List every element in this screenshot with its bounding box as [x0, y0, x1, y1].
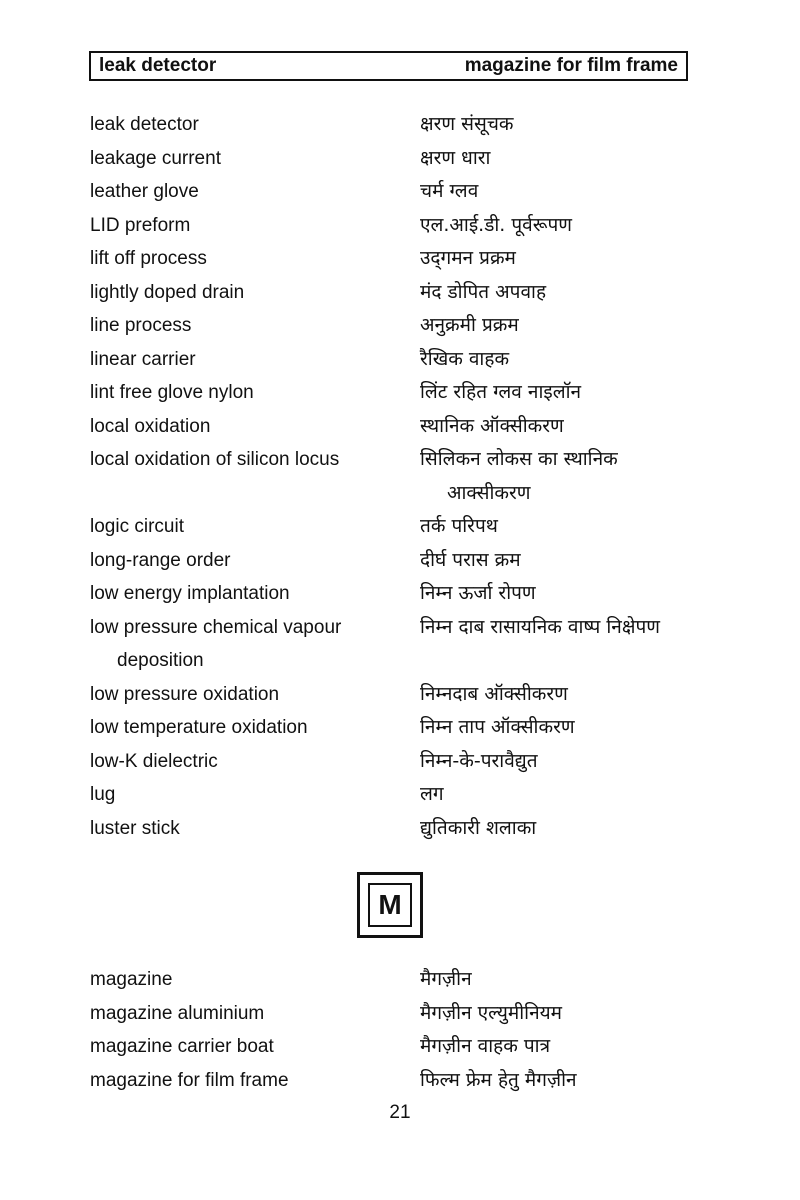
hindi-term	[420, 745, 710, 779]
glossary-entry	[90, 812, 710, 846]
hindi-term-text: तर्क परिपथ	[420, 515, 498, 537]
hindi-term-text: निम्न-के-परावैद्युत	[420, 749, 538, 772]
glossary-entry	[90, 544, 710, 578]
hindi-term	[420, 510, 710, 544]
english-term	[90, 376, 420, 410]
hindi-term	[420, 778, 710, 812]
english-term-text: low energy implantation	[90, 583, 290, 604]
english-term-text: low-K dielectric	[90, 750, 218, 772]
hindi-term	[420, 309, 710, 343]
english-term	[90, 175, 420, 209]
hindi-term	[420, 1064, 710, 1098]
english-term-text: magazine for film frame	[90, 1069, 289, 1091]
english-term-text: leakage current	[90, 147, 221, 169]
hindi-term	[420, 711, 710, 745]
glossary-section-m	[90, 963, 710, 1097]
hindi-term	[420, 997, 710, 1031]
glossary-entry	[90, 997, 710, 1031]
hindi-term	[420, 812, 710, 846]
english-term-text: low pressure chemical vapour	[90, 616, 342, 638]
hindi-term	[420, 577, 710, 611]
glossary-entry	[90, 963, 710, 997]
hindi-term	[420, 678, 710, 712]
english-term	[90, 309, 420, 343]
english-term-text: logic circuit	[90, 516, 184, 537]
english-term	[90, 443, 420, 477]
glossary-entry	[90, 276, 710, 310]
hindi-term-text: स्थानिक ऑक्सीकरण	[420, 414, 564, 437]
english-term	[90, 209, 420, 243]
hindi-term-text: रैखिक वाहक	[420, 347, 510, 370]
english-term-text: linear carrier	[90, 348, 196, 370]
hindi-term-text: फिल्म फ्रेम हेतु मैगज़ीन	[420, 1068, 577, 1091]
english-term-text: luster stick	[90, 817, 180, 839]
hindi-term	[420, 376, 710, 410]
hindi-term	[420, 276, 710, 310]
english-term	[90, 242, 420, 276]
english-term-text: LID preform	[90, 214, 191, 236]
hindi-term	[420, 410, 710, 444]
hindi-term-text: मैगज़ीन एल्युमीनियम	[420, 1001, 563, 1024]
english-term	[90, 963, 420, 997]
glossary-entry	[90, 108, 710, 142]
english-term-text: local oxidation of silicon locus	[90, 449, 340, 470]
english-term	[90, 611, 420, 678]
hindi-term-text: मैगज़ीन वाहक पात्र	[420, 1035, 551, 1057]
glossary-entry	[90, 242, 710, 276]
hindi-term	[420, 175, 710, 209]
hindi-term-text: चर्म ग्लव	[420, 180, 479, 202]
english-term-text: lightly doped drain	[90, 281, 245, 303]
glossary-section-l	[90, 108, 710, 845]
english-term	[90, 745, 420, 779]
english-term-text: local oxidation	[90, 415, 211, 437]
hindi-term-text: निम्नदाब ऑक्सीकरण	[420, 682, 568, 705]
english-term	[90, 510, 420, 544]
english-term-text: lint free glove nylon	[90, 382, 254, 403]
english-term	[90, 711, 420, 745]
header-first-entry: leak detector	[99, 55, 217, 76]
header-last-entry: magazine for film frame	[464, 55, 678, 76]
glossary-entry	[90, 577, 710, 611]
english-term-text: magazine aluminium	[90, 1002, 265, 1024]
english-term	[90, 142, 420, 176]
hindi-term-text: उद्‌गमन प्रक्रम	[420, 247, 516, 269]
english-term-text: low pressure oxidation	[90, 683, 280, 705]
glossary-entry	[90, 142, 710, 176]
english-term-text: leak detector	[90, 114, 199, 135]
hindi-term-text: क्षरण धारा	[420, 146, 491, 169]
glossary-entry	[90, 611, 710, 678]
hindi-term-text: निम्न ऊर्जा रोपण	[420, 582, 536, 604]
english-term-text: line process	[90, 315, 192, 336]
section-letter-box	[357, 872, 423, 938]
english-term	[90, 1064, 420, 1098]
hindi-term-continuation: आक्सीकरण	[447, 481, 531, 504]
english-term	[90, 678, 420, 712]
english-term-text: long-range order	[90, 549, 231, 571]
hindi-term	[420, 611, 710, 645]
running-header	[89, 51, 688, 81]
hindi-term-text: लग	[420, 783, 444, 805]
hindi-term	[420, 343, 710, 377]
hindi-term-text: द्युतिकारी शलाका	[420, 816, 537, 839]
section-letter: M	[368, 883, 412, 927]
glossary-entry	[90, 410, 710, 444]
english-term-text: lift off process	[90, 248, 207, 269]
hindi-term	[420, 209, 710, 243]
hindi-term	[420, 544, 710, 578]
hindi-term-text: एल.आई.डी. पूर्वरूपण	[420, 213, 573, 236]
glossary-entry	[90, 309, 710, 343]
page-number: 21	[389, 1102, 411, 1123]
english-term	[90, 108, 420, 142]
english-term	[90, 1030, 420, 1064]
hindi-term	[420, 108, 710, 142]
hindi-term	[420, 963, 710, 997]
english-term	[90, 544, 420, 578]
english-term-text: lug	[90, 784, 116, 805]
hindi-term-text: निम्न दाब रासायनिक वाष्प निक्षेपण	[420, 615, 660, 638]
glossary-entry	[90, 678, 710, 712]
english-term	[90, 276, 420, 310]
english-term-text: magazine carrier boat	[90, 1036, 274, 1057]
english-term	[90, 577, 420, 611]
hindi-term	[420, 1030, 710, 1064]
glossary-entry	[90, 1064, 710, 1098]
hindi-term-text: दीर्घ परास क्रम	[420, 548, 521, 571]
english-term-text: leather glove	[90, 181, 199, 202]
english-term-text: low temperature oxidation	[90, 717, 308, 738]
glossary-entry	[90, 778, 710, 812]
glossary-entry	[90, 175, 710, 209]
hindi-term-text: सिलिकन लोकस का स्थानिक	[420, 448, 618, 470]
hindi-term	[420, 443, 710, 510]
glossary-entry	[90, 343, 710, 377]
hindi-term-text: मंद डोपित अपवाह	[420, 280, 547, 303]
english-term-text: magazine	[90, 969, 173, 990]
hindi-term	[420, 242, 710, 276]
hindi-term-text: लिंट रहित ग्लव नाइलॉन	[420, 381, 582, 403]
glossary-entry	[90, 711, 710, 745]
english-term-continuation: deposition	[117, 650, 204, 671]
glossary-entry	[90, 443, 710, 510]
glossary-entry	[90, 745, 710, 779]
english-term	[90, 812, 420, 846]
english-term	[90, 410, 420, 444]
hindi-term-text: अनुक्रमी प्रक्रम	[420, 314, 519, 336]
hindi-term-text: क्षरण संसूचक	[420, 113, 514, 135]
english-term	[90, 778, 420, 812]
english-term	[90, 343, 420, 377]
glossary-entry	[90, 209, 710, 243]
hindi-term	[420, 142, 710, 176]
glossary-entry	[90, 1030, 710, 1064]
hindi-term-text: मैगज़ीन	[420, 968, 472, 990]
hindi-term-text: निम्न ताप ऑक्सीकरण	[420, 716, 575, 738]
glossary-entry	[90, 510, 710, 544]
glossary-entry	[90, 376, 710, 410]
english-term	[90, 997, 420, 1031]
